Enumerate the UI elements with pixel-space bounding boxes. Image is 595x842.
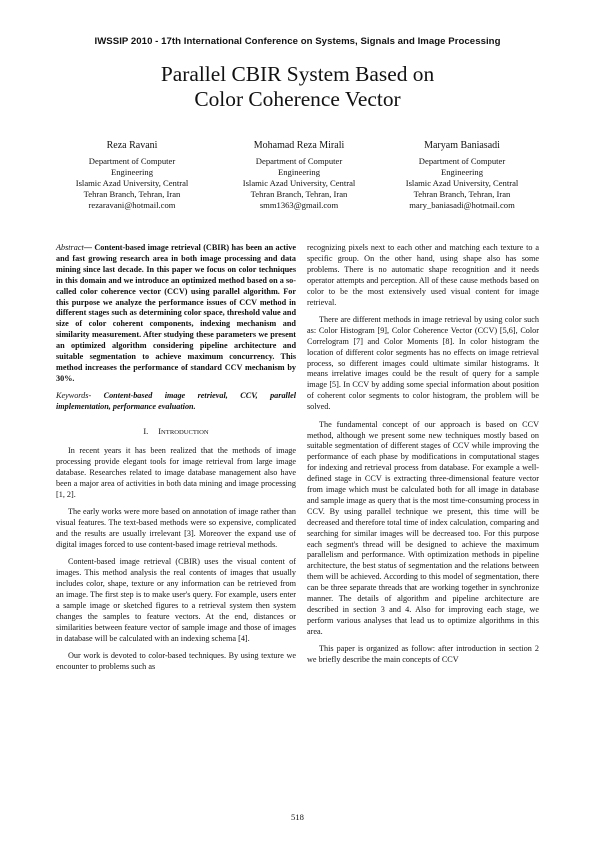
abstract-label: Abstract — [56, 243, 84, 252]
author-3 — [386, 140, 538, 211]
section-heading-introduction — [56, 427, 296, 439]
body-paragraph: The fundamental concept of our approach is based on CCV method, although we present some new techniques mostly based on suitable segmentation of different stages of CCV while improving the performance of each phase by modifications in computational stages for indexing and retrieval process from database. For example a well-defined stage in CCV is extracting three-dimensional feature vector from image which must be calculated both for all image in database and sample image as query that is the most time-consuming process in CCV. By using parallel technique we present, this time will be decreased and therefore total time of index calculation, comparing and searching for similar images will be decreased too. For this purpose each segment's thread will be designed to achieve the maximum parallelism and performance. With optimization methods in pipeline architecture, the best status of segmentation and the relations between them will be achieved. According to this model of segmentation, there can be three separate threads that are working together in synchronize manner. The details of algorithm and pipeline architecture are described in section 3 and 4. Also for improving each stage, we perform various analyses that lead us to optimize algorithms in this area. — [307, 419, 539, 636]
abstract-dash: — — [83, 243, 92, 252]
author-1 — [56, 140, 208, 211]
keywords-text: Content-based image retrieval, CCV, parallel implementation, performance evaluation. — [56, 391, 297, 412]
body-paragraph: Our work is devoted to color-based techniques. By using texture we encounter to problems such as — [56, 650, 296, 671]
author-affiliation: Islamic Azad University, Central — [75, 178, 189, 188]
body-paragraph-continued: recognizing pixels next to each other and matching each texture to a specific group. On the other hand, using shape also has some problems. There is no automatic shape recognition and it needs operator attempts and perception. All of these cause methods based on color to be the most extensively used visual content for image retrieval. — [307, 243, 539, 307]
keywords — [56, 391, 296, 413]
author-name: Reza Ravani — [106, 140, 158, 151]
author-department: Department of Computer — [418, 156, 506, 166]
body-paragraph: The early works were more based on annotation of image rather than visual features. The text-based methods were so expensive, complicated and the results are usually irrelevant [3]. Moreover the expand use of digital images forced to use content-based image retrieval methods. — [56, 507, 296, 549]
author-email: smm1363@gmail.com — [259, 200, 339, 210]
author-2 — [223, 140, 375, 211]
paper-title — [0, 62, 595, 112]
author-name: Mohamad Reza Mirali — [253, 140, 345, 151]
section-title: INTRODUCTION — [158, 427, 209, 437]
body-paragraph: This paper is organized as follow: after introduction in section 2 we briefly describe the main concepts of CCV — [307, 644, 539, 665]
conference-header: IWSSIP 2010 - 17th International Conference on Systems, Signals and Image Processing — [94, 36, 501, 47]
body-paragraph: There are different methods in image retrieval by using color such as: Color Histogram [9], Color Coherence Vector (CCV) [5,6], Color Correlogram [7] and Color Moments [8]. In color histogram the location of different color segments has no effects on image retrieval process, so different images could ultimate similar histograms. It means irrelative images could be the result of query for a sample image [5]. In CCV by adding some special information about position of coherent color segments to color histogram, the problem will be solved. — [307, 314, 539, 412]
author-affiliation: Tehran Branch, Tehran, Iran — [83, 189, 181, 199]
author-department: Engineering — [278, 167, 320, 177]
abstract-text: Content-based image retrieval (CBIR) has been an active and fast growing research area in both image processing and data mining since last decade. In this paper we focus on color techniques in this domain and we introduce an optimized method based on a so-called color coherence vector (CCV) using parallel algorithm. For this purpose we analyze the performance issues of CCV method in different stages such as determining color space, threshold value and size of color coherent components, indexing mechanism and similarity measurement. After studying these parameters we present an optimized algorithm considering pipeline architecture and suitable segmentation to achieve maximum concurrency. This method increases the performance of standard CCV mechanism by 30%. — [56, 243, 296, 383]
body-paragraph: Content-based image retrieval (CBIR) uses the visual content of images. This method analysis the real contents of images that usually includes color, shape, texture or any information can be retrieved from an image. The first step is to make user's query. For example, users enter a sample image or sketched figures to a retrieval system then system changes the samples to feature vectors. At the end, distances or similarities between feature vector of sample image and those of images in database will be calculated with an indexing schema [4]. — [56, 557, 296, 643]
keywords-label: Keywords- — [56, 391, 92, 401]
body-paragraph: In recent years it has been realized that the methods of image processing provide elegant tools for image retrieval from large image database. Researches related to image database management also have been a major area of activities in both data mining and image processing [1, 2]. — [56, 446, 296, 499]
section-number: I. — [143, 427, 149, 437]
author-name: Maryam Baniasadi — [424, 140, 500, 151]
author-affiliation: Islamic Azad University, Central — [242, 178, 356, 188]
author-email: mary_baniasadi@hotmail.com — [409, 200, 515, 210]
abstract — [56, 243, 296, 385]
right-column — [307, 243, 539, 673]
title-line-1: Parallel CBIR System Based on — [160, 62, 435, 86]
author-department: Department of Computer — [255, 156, 343, 166]
author-email: rezaravani@hotmail.com — [88, 200, 176, 210]
author-affiliation: Tehran Branch, Tehran, Iran — [250, 189, 348, 199]
author-department: Department of Computer — [88, 156, 176, 166]
author-affiliation: Islamic Azad University, Central — [405, 178, 519, 188]
author-affiliation: Tehran Branch, Tehran, Iran — [413, 189, 511, 199]
title-line-2: Color Coherence Vector — [194, 87, 401, 111]
author-department: Engineering — [111, 167, 153, 177]
author-department: Engineering — [441, 167, 483, 177]
page-number: 518 — [291, 812, 304, 822]
left-column — [56, 243, 296, 679]
